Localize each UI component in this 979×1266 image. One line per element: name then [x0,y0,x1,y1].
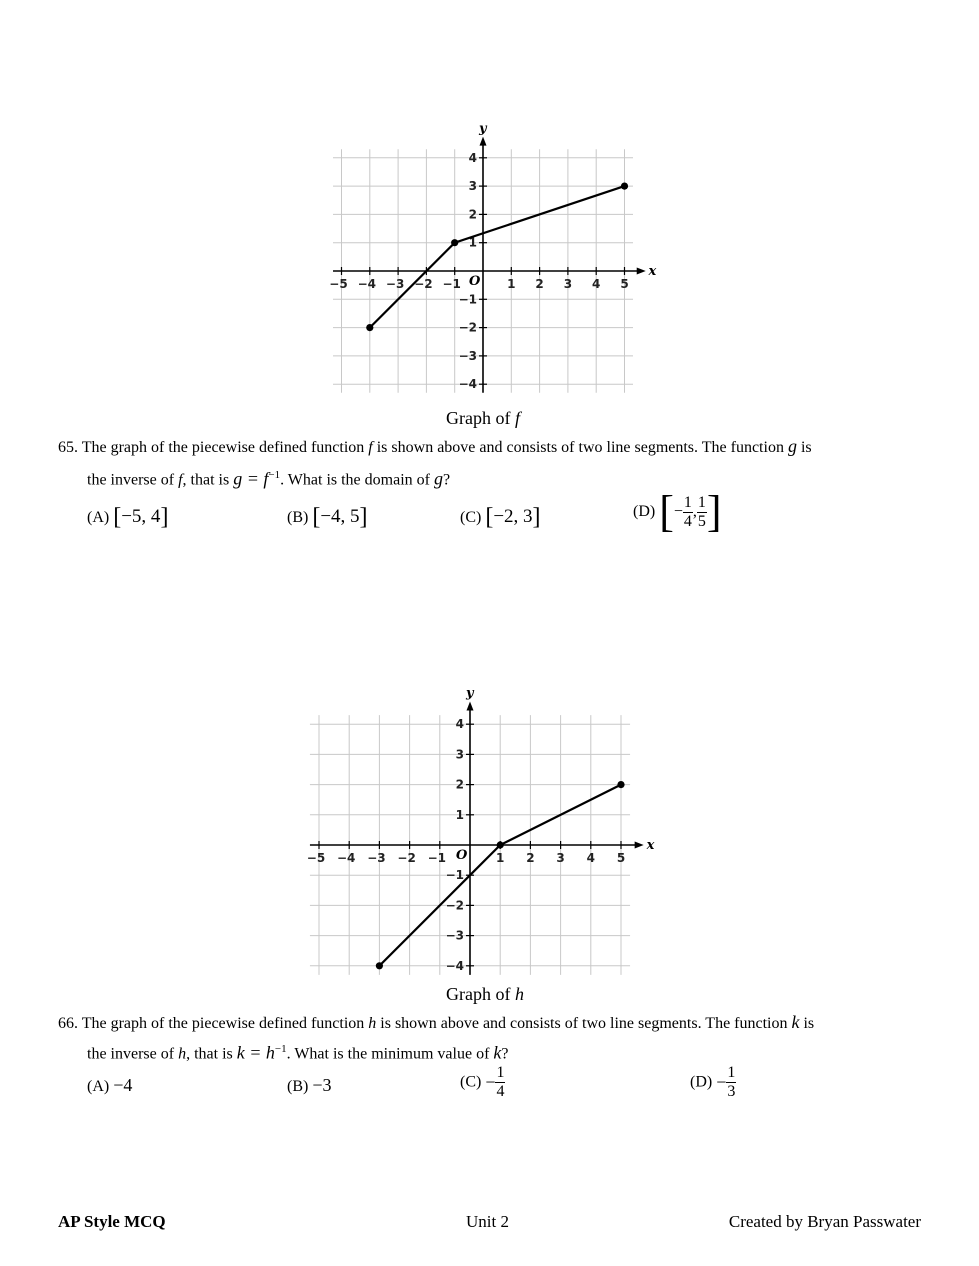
x-tick-label: 4 [586,851,595,865]
y-axis-arrow [467,702,474,711]
y-axis-arrow [480,137,487,146]
footer-center: Unit 2 [466,1212,509,1231]
series-line-f [370,186,625,328]
x-tick-label: −5 [329,277,348,291]
y-tick-label: −4 [445,958,464,973]
choice-66-a[interactable]: (A) −4 [87,1075,133,1095]
graph-of-f [322,120,667,400]
choice-65-b[interactable]: (B) [−4, 5] [287,504,368,530]
graph-of-h [300,686,665,978]
y-tick-label: 1 [468,235,477,250]
footer-right: Created by Bryan Passwater [728,1212,921,1231]
y-tick-label: 4 [468,150,477,165]
x-tick-label: −4 [357,277,377,291]
choice-66-b[interactable]: (B) −3 [287,1075,332,1095]
y-tick-label: 2 [468,207,477,222]
choice-66-d[interactable]: (D) − $\frac{1}{3}$ [690,1064,736,1100]
graph-caption-h: Graph of h [446,984,524,1004]
y-tick-label: 4 [455,717,464,732]
x-tick-label: −2 [414,277,433,291]
choice-66-c[interactable]: (C) − $\frac{1}{4}$ [460,1064,505,1100]
endpoint-dot [376,962,383,969]
choice-65-d[interactable]: (D) [− $\frac{1}{4}$ , $\frac{1}{5}$ ] [633,487,722,536]
y-tick-label: −1 [445,868,464,883]
x-axis-label: x [648,264,657,279]
choice-65-a[interactable]: (A) [−5, 4] [87,504,169,530]
question-number: 65. [58,439,78,456]
x-tick-label: −4 [336,851,356,865]
x-tick-label: 5 [616,851,626,865]
x-tick-label: 2 [526,851,535,865]
x-tick-label: 5 [620,277,629,291]
y-tick-label: −2 [445,898,464,913]
y-tick-label: 1 [455,807,464,822]
question-65-line2: the inverse of f, that is $g = f^{-1}$. What is the domain of g? [87,468,451,489]
y-tick-label: 3 [455,747,464,762]
x-tick-label: −1 [442,277,461,291]
question-number: 66. [58,1015,78,1032]
y-axis-label: y [479,121,487,137]
y-tick-label: 3 [468,179,477,194]
origin-label: O [456,848,468,863]
x-tick-label: 2 [535,277,544,291]
x-tick-label: 1 [496,851,505,865]
y-axis-label: y [466,686,474,702]
origin-label: O [469,274,481,289]
y-tick-label: −4 [458,377,477,392]
y-tick-label: −2 [458,320,477,335]
y-tick-label: −1 [458,292,477,307]
x-tick-label: 3 [563,277,573,291]
vertex-dot [497,841,504,848]
x-tick-label: −5 [306,851,326,865]
endpoint-dot [621,183,628,190]
x-axis-label: x [646,838,655,853]
x-tick-label: −3 [367,851,386,865]
x-tick-label: −1 [427,851,447,865]
x-tick-label: 4 [592,277,601,291]
y-tick-label: −3 [445,928,464,943]
x-axis-arrow [637,268,646,275]
x-axis-arrow [635,842,644,849]
y-tick-label: 2 [455,777,464,792]
footer-left: AP Style MCQ [58,1212,166,1231]
x-tick-label: −2 [397,851,416,865]
choice-65-c[interactable]: (C) [−2, 3] [460,504,541,530]
question-66: 66. The graph of the piecewise defined function h is shown above and consists of two line segments. The function k is [58,1012,815,1032]
question-66-line2: the inverse of h, that is $k = h^{-1}$. What is the minimum value of k? [87,1042,509,1063]
vertex-dot [451,239,458,246]
endpoint-dot [366,324,373,331]
question-65: 65. The graph of the piecewise defined function f is shown above and consists of two line segments. The function g is [58,436,812,456]
x-tick-label: 1 [507,277,516,291]
x-tick-label: −3 [385,277,405,291]
y-tick-label: −3 [458,348,477,363]
graph-caption-f: Graph of f [446,408,520,428]
endpoint-dot [617,781,624,788]
x-tick-label: 3 [556,851,565,865]
